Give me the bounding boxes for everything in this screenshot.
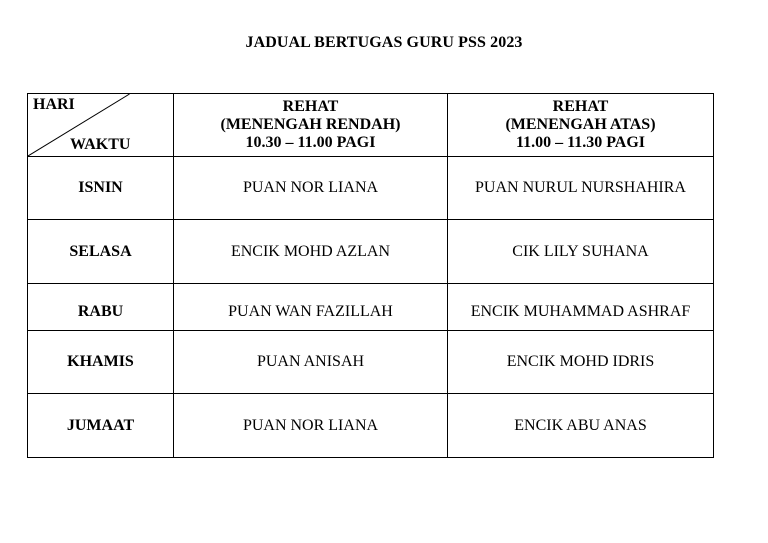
- teacher-cell-atas: ENCIK MUHAMMAD ASHRAF: [448, 284, 714, 331]
- table-row: [28, 220, 714, 284]
- column-header-time: 10.30 – 11.00 PAGI: [245, 134, 376, 151]
- teacher-cell-rendah: PUAN NOR LIANA: [174, 394, 448, 458]
- document-title: JADUAL BERTUGAS GURU PSS 2023: [245, 34, 523, 51]
- teacher-cell-atas: CIK LILY SUHANA: [448, 220, 714, 284]
- table-row: [28, 284, 714, 331]
- teacher-cell-rendah: PUAN NOR LIANA: [174, 157, 448, 220]
- column-header-title: REHAT: [282, 98, 339, 115]
- day-cell: KHAMIS: [28, 331, 174, 394]
- day-cell: ISNIN: [28, 157, 174, 220]
- teacher-cell-atas: PUAN NURUL NURSHAHIRA: [448, 157, 714, 220]
- column-header-level: (MENENGAH RENDAH): [220, 116, 401, 133]
- table-row: [28, 394, 714, 458]
- column-header-atas: [448, 94, 714, 157]
- day-cell: SELASA: [28, 220, 174, 284]
- corner-header-cell: [28, 94, 174, 157]
- column-header-level: (MENENGAH ATAS): [505, 116, 656, 133]
- day-cell: JUMAAT: [28, 394, 174, 458]
- corner-label-time: WAKTU: [70, 136, 131, 153]
- duty-schedule-table: [27, 93, 714, 458]
- column-header-rendah: [174, 94, 448, 157]
- table-header-row: [28, 94, 714, 157]
- table-row: [28, 331, 714, 394]
- day-cell: RABU: [28, 284, 174, 331]
- teacher-cell-rendah: PUAN WAN FAZILLAH: [174, 284, 448, 331]
- table-row: [28, 157, 714, 220]
- teacher-cell-atas: ENCIK MOHD IDRIS: [448, 331, 714, 394]
- teacher-cell-rendah: PUAN ANISAH: [174, 331, 448, 394]
- teacher-cell-atas: ENCIK ABU ANAS: [448, 394, 714, 458]
- column-header-title: REHAT: [552, 98, 609, 115]
- corner-label-day: HARI: [33, 96, 75, 113]
- teacher-cell-rendah: ENCIK MOHD AZLAN: [174, 220, 448, 284]
- column-header-time: 11.00 – 11.30 PAGI: [515, 134, 646, 151]
